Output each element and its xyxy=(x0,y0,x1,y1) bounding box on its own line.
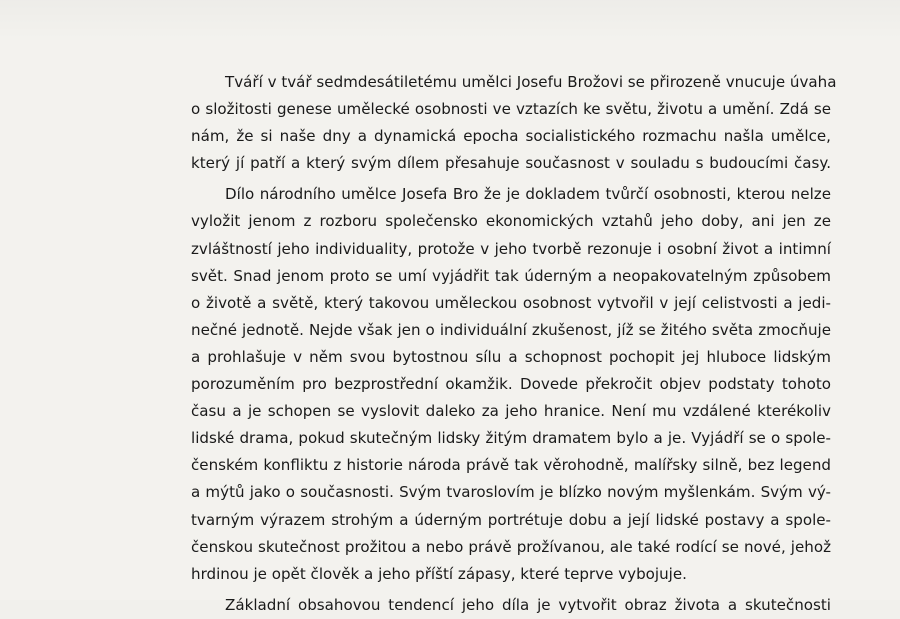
text-line: tvarným výrazem strohým a úderným portrétuje dobu a její lidské postavy a spole- xyxy=(191,510,831,529)
body-text xyxy=(191,69,837,619)
text-line: který jí patří a který svým dílem přesahuje současnost v souladu s budoucími časy. xyxy=(191,154,831,173)
text-line: o životě a světě, který takovou uměleckou osobnost vytvořil v její celistvosti a jedi- xyxy=(191,293,831,312)
text-line: a prohlašuje v něm svou bytostnou sílu a schopnost pochopit jej hluboce lidským xyxy=(191,347,831,366)
text-line: Tváří v tvář sedmdesátiletému umělci Josefu Brožovi se přirozeně vnucuje úvaha xyxy=(225,73,837,91)
text-line: a mýtů jako o současnosti. Svým tvaroslovím je blízko novým myšlenkám. Svým vý- xyxy=(191,483,831,502)
paragraph-2 xyxy=(191,181,831,587)
paragraph-3 xyxy=(191,592,831,619)
text-line: hrdinou je opět člověk a jeho příští zápasy, které teprve vybojuje. xyxy=(191,564,687,583)
text-line: vyložit jenom z rozboru společensko ekonomických vztahů jeho doby, ani jen ze xyxy=(191,212,831,231)
page-top-shade xyxy=(0,0,900,40)
text-line: Dílo národního umělce Josefa Bro že je dokladem tvůrčí osobnosti, kterou nelze xyxy=(225,185,831,204)
paragraph-1 xyxy=(191,69,837,177)
text-line: čenském konfliktu z historie národa právě tak věrohodně, malířsky silně, bez legend xyxy=(191,456,831,475)
text-line: svět. Snad jenom proto se umí vyjádřit tak úderným a neopakovatelným způsobem xyxy=(191,266,831,285)
text-line: zvláštností jeho individuality, protože v jeho tvorbě rezonuje i osobní život a intimní xyxy=(191,239,831,258)
text-line: nečné jednotě. Nejde však jen o individuální zkušenost, jíž se žitého světa zmocňuje xyxy=(191,320,831,339)
text-line: porozuměním pro bezprostřední okamžik. Dovede překročit objev podstaty tohoto xyxy=(191,375,831,394)
text-line: čenskou skutečnost prožitou a nebo právě prožívanou, ale také rodící se nové, jehož xyxy=(191,537,831,556)
text-line: času a je schopen se vyslovit daleko za jeho hranice. Není mu vzdálené kterékoliv xyxy=(191,402,831,421)
text-line: nám, že si naše dny a dynamická epocha socialistického rozmachu našla umělce, xyxy=(191,127,831,146)
text-line: lidské drama, pokud skutečným lidsky žitým dramatem bylo a je. Vyjádří se o spole- xyxy=(191,429,831,448)
text-line: Základní obsahovou tendencí jeho díla je vytvořit obraz života a skutečnosti xyxy=(225,595,831,614)
text-line: o složitosti genese umělecké osobnosti ve vztazích ke světu, životu a umění. Zdá se xyxy=(191,100,831,119)
